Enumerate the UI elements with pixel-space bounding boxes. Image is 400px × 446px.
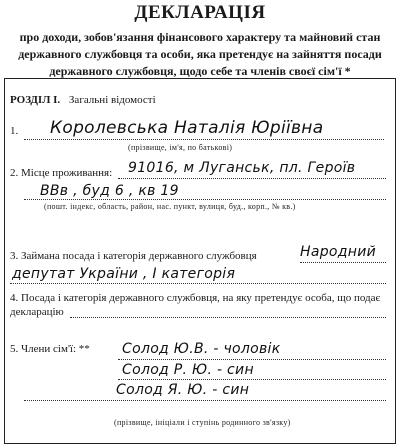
family-member-2-underline	[118, 379, 386, 380]
family-member-1: Солод Ю.В. - чоловік	[122, 341, 281, 357]
field-4-label-line-2: декларацію	[10, 306, 64, 318]
field-2-address-line-2: ВВв , буд 6 , кв 19	[40, 183, 179, 199]
section-heading	[10, 94, 156, 106]
declaration-subtitle	[14, 29, 386, 80]
subtitle-line-3: державного службовця, щодо себе та членів своєї сім'ї *	[49, 64, 351, 78]
field-4-underline	[70, 317, 386, 318]
field-2-address-line-1: 91016, м Луганськ, пл. Героїв	[128, 160, 356, 176]
field-3-position-line-2: депутат України , I категорія	[12, 266, 236, 282]
family-member-3: Солод Я. Ю. - син	[116, 382, 250, 398]
section-label: РОЗДІЛ I.	[10, 94, 61, 106]
field-2-hint: (пошт. індекс, область, район, нас. пункт, вулиця, буд., корп., № кв.)	[44, 202, 296, 211]
family-member-3-underline	[24, 400, 386, 401]
field-3-underline-2	[10, 283, 386, 284]
declaration-title: ДЕКЛАРАЦІЯ	[134, 2, 266, 23]
subtitle-line-2: державного службовця та особи, яка претендує на зайняття посади	[18, 47, 382, 61]
field-2-label: 2. Місце проживання:	[10, 167, 113, 179]
field-3-label: 3. Займана посада і категорія державного службовця	[10, 250, 257, 262]
family-member-2: Солод Р. Ю. - син	[122, 362, 254, 378]
field-1-underline	[24, 139, 384, 140]
field-1-fullname: Королевська Наталія Юріївна	[50, 118, 324, 138]
field-2-underline-1	[118, 178, 386, 179]
field-4-label-line-1: 4. Посада і категорія державного службовця, на яку претендує особа, що подає	[10, 292, 381, 304]
field-2-underline-2	[24, 199, 386, 200]
field-3-position-line-1: Народний	[300, 244, 376, 260]
subtitle-line-1: про доходи, зобов'язання фінансового характеру та майновий стан	[19, 30, 381, 44]
section-name: Загальні відомості	[68, 94, 156, 106]
family-member-1-underline	[118, 359, 386, 360]
field-3-underline-1	[300, 262, 386, 263]
field-5-label: 5. Члени сім'ї: **	[10, 343, 90, 355]
field-5-hint: (прізвище, ініціали і ступінь родинного зв'язку)	[114, 418, 291, 427]
field-1-hint: (прізвище, ім'я, по батькові)	[128, 143, 233, 152]
field-1-number: 1.	[10, 125, 19, 137]
